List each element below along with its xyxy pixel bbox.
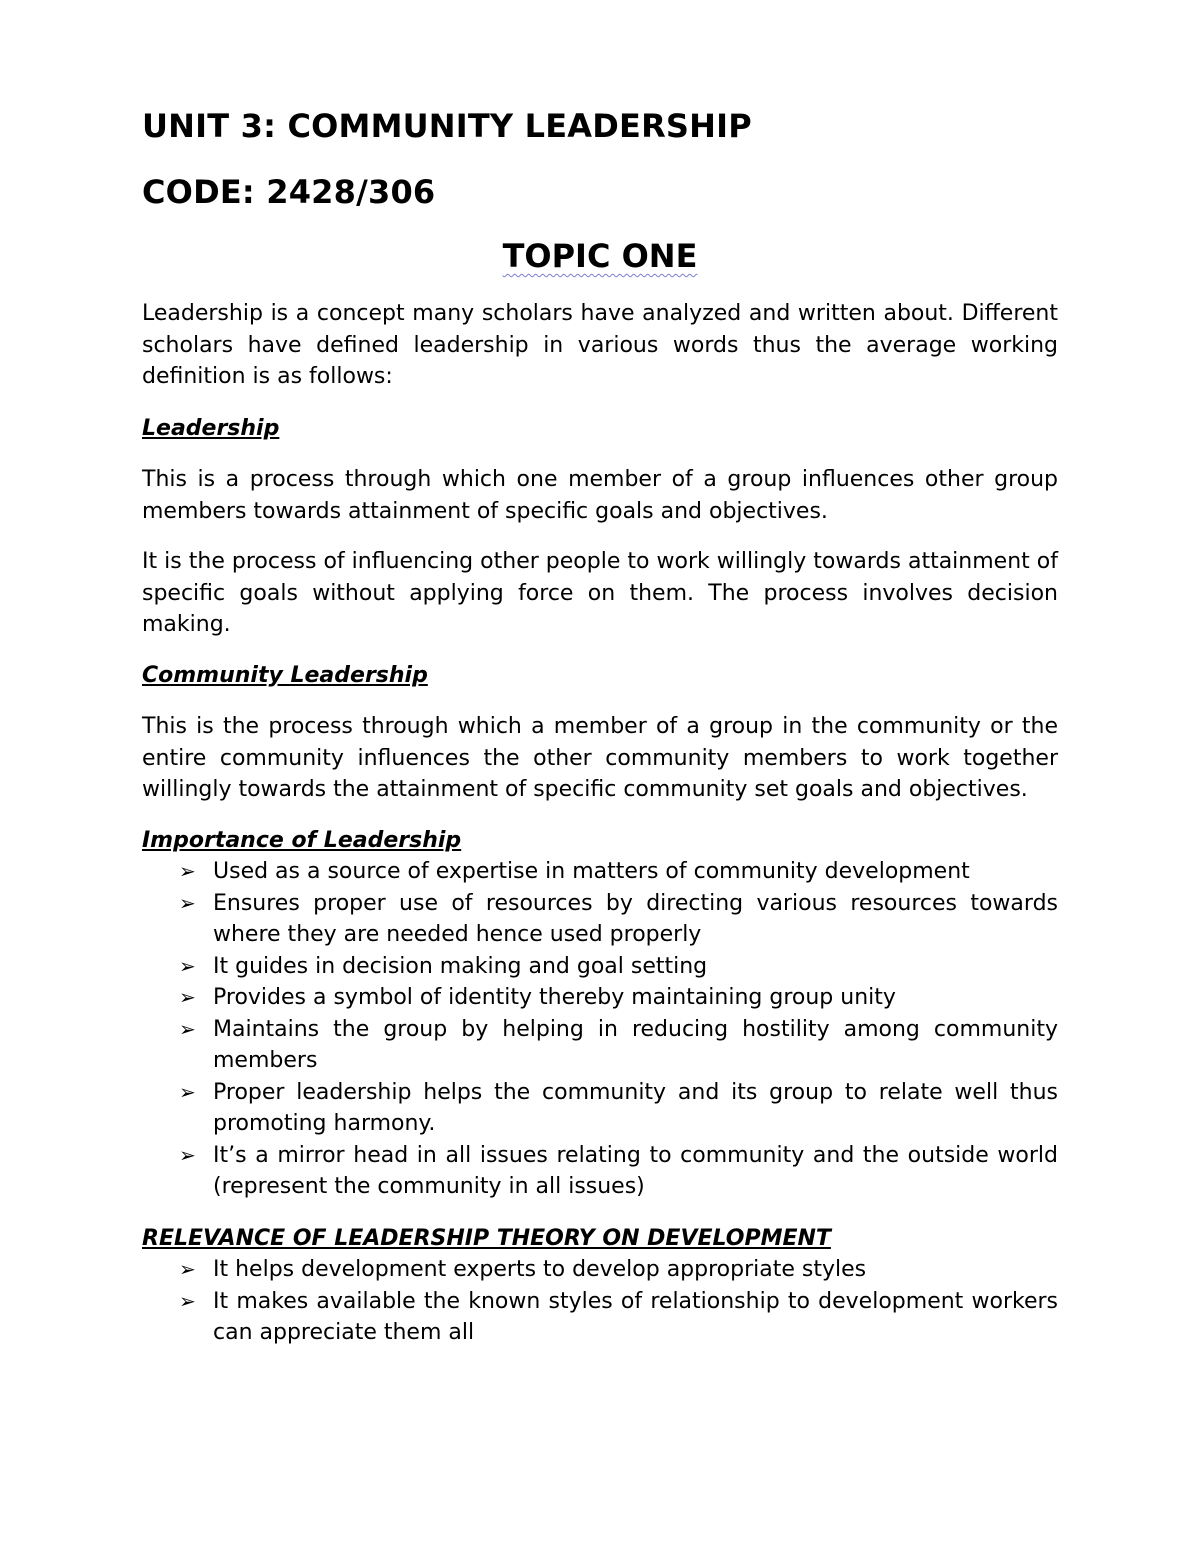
arrowhead-bullet-icon: ➢ bbox=[179, 859, 196, 883]
list-item-text: Maintains the group by helping in reducing hostility among community members bbox=[213, 1016, 1058, 1073]
arrowhead-bullet-icon: ➢ bbox=[179, 1288, 196, 1313]
list-item-text: It guides in decision making and goal setting bbox=[213, 953, 708, 979]
arrowhead-bullet-icon: ➢ bbox=[179, 1142, 196, 1167]
list-item bbox=[142, 888, 1058, 951]
importance-heading: Importance of Leadership bbox=[142, 827, 462, 853]
list-item-text: It makes available the known styles of relationship to development workers can appreciate them all bbox=[213, 1288, 1058, 1345]
arrowhead-bullet-icon: ➢ bbox=[179, 1079, 196, 1104]
community-leadership-definition: This is the process through which a member of a group in the community or the entire community influences the other community members to work together willingly towards the attainment of specific community set goals and objectives. bbox=[142, 714, 1058, 802]
topic-title bbox=[142, 236, 1058, 276]
list-item-text: Proper leadership helps the community and its group to relate well thus promoting harmony. bbox=[213, 1079, 1058, 1136]
arrowhead-bullet-icon: ➢ bbox=[179, 953, 196, 978]
list-item-text: It helps development experts to develop appropriate styles bbox=[213, 1257, 867, 1282]
list-item bbox=[142, 1254, 1058, 1286]
list-item bbox=[142, 1286, 1058, 1349]
list-item-text: It’s a mirror head in all issues relating to community and the outside world (represent the community in all issues) bbox=[213, 1142, 1058, 1199]
arrowhead-bullet-icon: ➢ bbox=[179, 890, 196, 915]
list-item bbox=[142, 1077, 1058, 1140]
relevance-heading: RELEVANCE OF LEADERSHIP THEORY ON DEVELOPMENT bbox=[142, 1225, 831, 1251]
leadership-definition-1: This is a process through which one member of a group influences other group members towards attainment of specific goals and objectives. bbox=[142, 467, 1058, 524]
arrowhead-bullet-icon: ➢ bbox=[179, 985, 196, 1009]
relevance-list bbox=[142, 1254, 1058, 1349]
topic-title-text: TOPIC ONE bbox=[502, 237, 698, 275]
document-page bbox=[142, 100, 1058, 1349]
community-leadership-heading: Community Leadership bbox=[142, 662, 428, 688]
importance-list bbox=[142, 856, 1058, 1203]
list-item bbox=[142, 951, 1058, 983]
list-item-text: Provides a symbol of identity thereby maintaining group unity bbox=[213, 985, 896, 1010]
list-item-text: Ensures proper use of resources by directing various resources towards where they are needed hence used properly bbox=[213, 890, 1058, 947]
arrowhead-bullet-icon: ➢ bbox=[179, 1016, 196, 1041]
course-code: CODE: 2428/306 bbox=[142, 173, 436, 211]
list-item-text: Used as a source of expertise in matters of community development bbox=[213, 859, 970, 884]
list-item bbox=[142, 982, 1058, 1014]
intro-paragraph: Leadership is a concept many scholars have analyzed and written about. Different scholars have defined leadership in various words thus the average working definition is as follows: bbox=[142, 301, 1058, 389]
list-item bbox=[142, 1014, 1058, 1077]
leadership-definition-2: It is the process of influencing other people to work willingly towards attainment of specific goals without applying force on them. The process involves decision making. bbox=[142, 549, 1058, 637]
leadership-heading: Leadership bbox=[142, 415, 280, 441]
list-item bbox=[142, 856, 1058, 888]
unit-title: UNIT 3: COMMUNITY LEADERSHIP bbox=[142, 107, 752, 145]
list-item bbox=[142, 1140, 1058, 1203]
arrowhead-bullet-icon: ➢ bbox=[179, 1257, 196, 1281]
